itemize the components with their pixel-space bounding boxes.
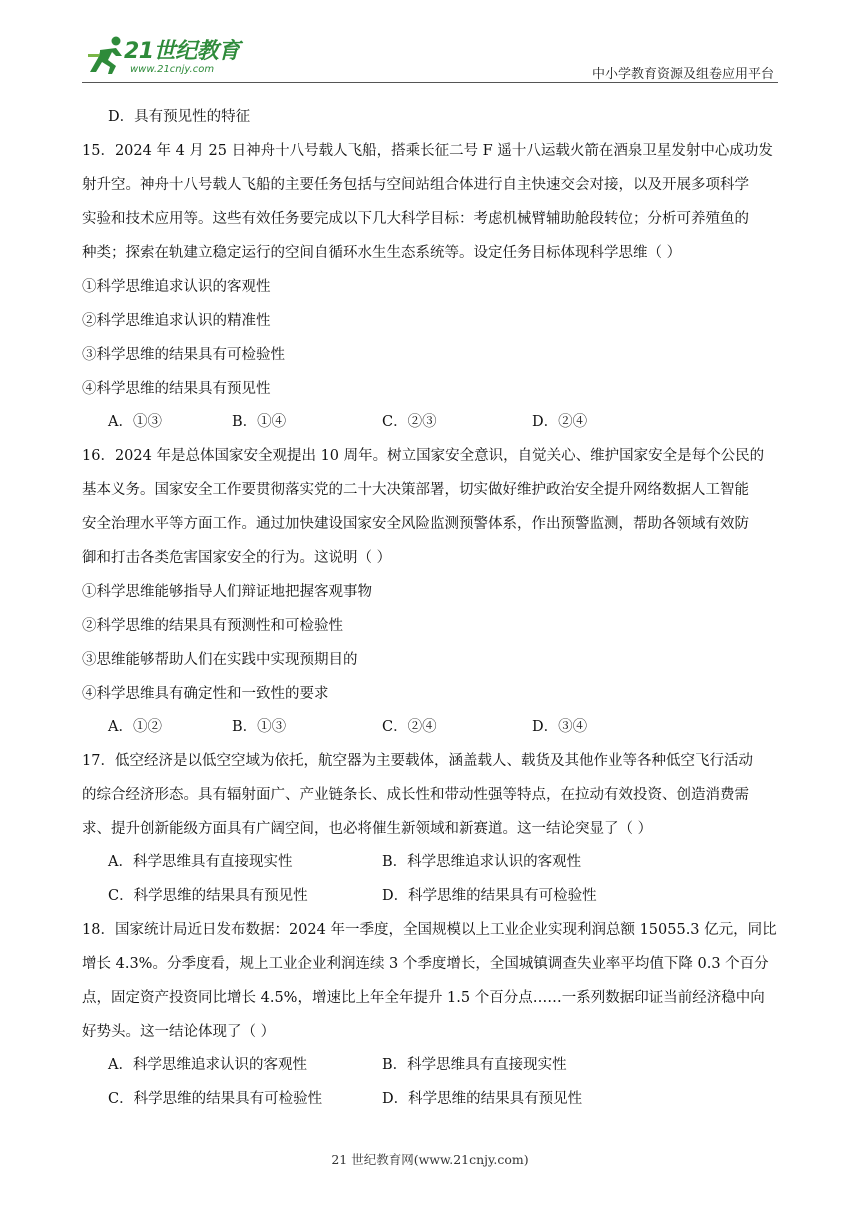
q17-option-b: B．科学思维追求认识的客观性: [382, 854, 582, 870]
q16-item: ③思维能够帮助人们在实践中实现预期目的: [82, 652, 358, 668]
q17-option-d: D．科学思维的结果具有可检验性: [382, 888, 597, 904]
q17-line: 17．低空经济是以低空空域为依托，航空器为主要载体，涵盖载人、载货及其他作业等各种低空飞行活动: [82, 753, 753, 769]
q15-line: 实验和技术应用等。这些有效任务要完成以下几大科学目标：考虑机械臂辅助舱段转位；分析可养殖鱼的: [82, 211, 749, 227]
q16-item: ④科学思维具有确定性和一致性的要求: [82, 686, 329, 702]
q16-option-c: C．②④: [382, 719, 437, 735]
q15-option-b: B．①④: [232, 414, 287, 430]
q15-item: ③科学思维的结果具有可检验性: [82, 347, 285, 363]
q18-option-c: C．科学思维的结果具有可检验性: [108, 1091, 323, 1107]
q15-item: ④科学思维的结果具有预见性: [82, 381, 271, 397]
q16-option-a: A．①②: [108, 719, 162, 735]
q18-line: 好势头。这一结论体现了（ ）: [82, 1024, 276, 1040]
page-header: [0, 0, 860, 90]
q15-item: ①科学思维追求认识的客观性: [82, 279, 271, 295]
logo-url: www.21cnjy.com: [130, 64, 215, 75]
q16-item: ①科学思维能够指导人们辩证地把握客观事物: [82, 584, 372, 600]
q18-option-b: B．科学思维具有直接现实性: [382, 1057, 567, 1073]
q15-option-a: A．①③: [108, 414, 162, 430]
header-platform-label: 中小学教育资源及组卷应用平台: [591, 67, 774, 82]
logo: [86, 34, 256, 80]
q17-line: 求、提升创新能级方面具有广阔空间，也必将催生新领域和新赛道。这一结论突显了（ ）: [82, 821, 653, 837]
q18-line: 18．国家统计局近日发布数据：2024 年一季度，全国规模以上工业企业实现利润总额 15055.3 亿元，同比: [82, 922, 777, 938]
q15-option-d: D．②④: [532, 414, 588, 430]
q18-line: 点，固定资产投资同比增长 4.5%，增速比上年全年提升 1.5 个百分点……一系列数据印证当前经济稳中向: [82, 990, 765, 1006]
q15-line: 15．2024 年 4 月 25 日神舟十八号载人飞船，搭乘长征二号 F 遥十八运载火箭在酒泉卫星发射中心成功发: [82, 143, 773, 159]
page-footer: 21 世纪教育网(www.21cnjy.com): [331, 1152, 529, 1167]
q16-option-b: B．①③: [232, 719, 287, 735]
q16-line: 16．2024 年是总体国家安全观提出 10 周年。树立国家安全意识，自觉关心、维护国家安全是每个公民的: [82, 448, 765, 464]
q17-option-a: A．科学思维具有直接现实性: [108, 854, 293, 870]
q17-option-c: C．科学思维的结果具有预见性: [108, 888, 308, 904]
q14-option-d: D．具有预见性的特征: [108, 109, 251, 125]
q15-line: 射升空。神舟十八号载人飞船的主要任务包括与空间站组合体进行自主快速交会对接，以及开展多项科学: [82, 177, 749, 193]
q18-option-a: A．科学思维追求认识的客观性: [108, 1057, 307, 1073]
q17-line: 的综合经济形态。具有辐射面广、产业链条长、成长性和带动性强等特点，在拉动有效投资、创造消费需: [82, 787, 749, 803]
q16-item: ②科学思维的结果具有预测性和可检验性: [82, 618, 343, 634]
q16-line: 御和打击各类危害国家安全的行为。这说明（ ）: [82, 550, 392, 566]
q16-line: 安全治理水平等方面工作。通过加快建设国家安全风险监测预警体系，作出预警监测，帮助各领域有效防: [82, 516, 749, 532]
q15-line: 种类；探索在轨建立稳定运行的空间自循环水生生态系统等。设定任务目标体现科学思维（ ）: [82, 245, 682, 261]
q18-option-d: D．科学思维的结果具有预见性: [382, 1091, 583, 1107]
header-divider: [82, 82, 778, 83]
q18-line: 增长 4.3%。分季度看，规上工业企业利润连续 3 个季度增长，全国城镇调查失业率平均值下降 0.3 个百分: [82, 956, 769, 972]
q15-option-c: C．②③: [382, 414, 437, 430]
q16-line: 基本义务。国家安全工作要贯彻落实党的二十大决策部署，切实做好维护政治安全提升网络数据人工智能: [82, 482, 749, 498]
q16-option-d: D．③④: [532, 719, 588, 735]
q15-item: ②科学思维追求认识的精准性: [82, 313, 271, 329]
logo-text: 21世纪教育: [124, 39, 240, 64]
